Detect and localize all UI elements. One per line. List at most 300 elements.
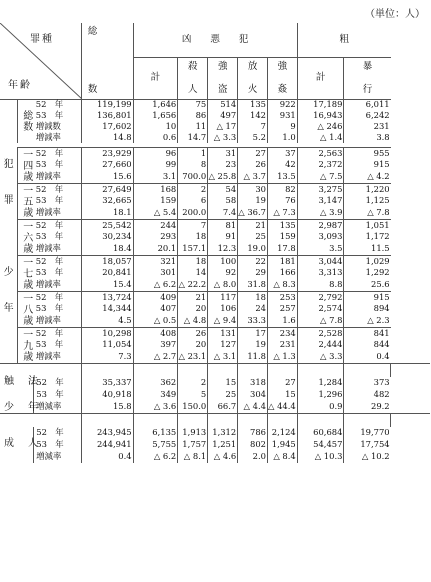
data-cell: 293 [133,231,178,243]
data-cell: 127 [208,339,238,351]
data-cell: 16,943 [297,110,344,121]
data-cell: 25 [208,389,238,401]
data-cell: 14 [178,267,208,279]
row-label: 52 年 [34,147,82,159]
table-row [0,315,430,327]
data-cell: 1.6 [267,315,297,327]
data-cell: 1,051 [344,219,391,231]
data-cell: 76 [267,195,297,207]
data-cell: 234 [267,327,297,339]
data-cell: 7.3 [81,351,133,363]
row-label: 52 年 [36,427,64,438]
data-cell: 1,251 [208,439,238,451]
data-cell: 6 [178,195,208,207]
total-header-top: 総 [87,26,98,37]
data-cell: 10 [133,121,178,132]
data-cell: 17.8 [267,243,297,255]
table-row [0,267,430,279]
subheader-bottom: 盗 [217,84,228,96]
table-row [0,121,430,132]
subheader-top: 殺 [187,60,198,72]
row-label: 増減率 [35,351,61,362]
data-cell: △ 8.1 [178,451,208,463]
data-cell: 30 [238,183,268,195]
data-cell: 119,199 [81,99,133,110]
row-label: 増減率 [35,171,61,182]
data-cell: 157.1 [178,243,208,255]
data-cell: 3,044 [297,255,344,267]
age-group-label: 一九歳 [18,327,34,363]
subheader-top: 暴 [362,60,373,72]
data-cell: 15.4 [81,279,133,291]
row-label: 53 年 [35,195,64,206]
data-cell: 22 [238,255,268,267]
data-cell: 2,444 [297,339,344,351]
category-cell [0,376,40,414]
data-cell: 915 [344,159,391,171]
data-cell: 31 [208,147,238,159]
data-cell: 243,945 [81,427,133,439]
data-cell: 514 [208,99,238,110]
data-cell: 1,125 [344,195,391,207]
data-cell: 11.8 [238,351,268,363]
data-cell: 60,684 [297,427,344,439]
data-cell: △ 10.2 [344,451,391,463]
data-cell: 21 [178,291,208,303]
spacer-row [0,413,430,427]
table-row [0,132,430,143]
data-cell: 1,296 [297,389,344,401]
data-cell: △ 8.4 [267,451,297,463]
data-cell: 3.8 [344,132,391,143]
subheader-bottom: 姦 [277,84,288,96]
data-cell: △ 246 [297,121,344,132]
data-cell: 25 [238,231,268,243]
category-label-bottom: 少 年 [4,402,40,414]
data-cell: 31.8 [238,279,268,291]
data-cell: 1,913 [178,427,208,439]
data-cell: 37 [267,147,297,159]
age-group-label: 一五歳 [18,183,34,219]
spacer-row [0,363,430,377]
data-cell: 42 [267,159,297,171]
spacer-cell [238,363,268,377]
table-row [0,243,430,255]
data-cell: 19 [238,339,268,351]
data-cell: 931 [267,110,297,121]
data-cell: △ 1.3 [267,351,297,363]
category-label-top: 触 法 [4,376,40,387]
table-row [0,110,430,121]
data-cell: 915 [344,291,391,303]
spacer-cell [81,413,133,427]
data-cell: 142 [238,110,268,121]
data-cell: 0.9 [297,401,344,413]
table-row [0,195,430,207]
table-row [0,427,430,439]
table-row [0,291,430,303]
data-cell: 2,372 [297,159,344,171]
data-cell: 23 [208,159,238,171]
data-cell: 15.8 [81,401,133,413]
data-cell: 18 [178,231,208,243]
table-row [0,351,430,363]
data-cell: 14.8 [81,132,133,143]
row-label: 増減率 [35,207,61,218]
row-label: 増減率 [35,315,61,326]
subheader-bottom: 火 [247,84,258,96]
data-cell: 2,124 [267,427,297,439]
data-cell: 8.8 [297,279,344,291]
table-row [0,183,430,195]
data-cell: △ 3.3 [297,351,344,363]
row-label: 53 年 [35,109,64,120]
table-row [0,279,430,291]
spacer-cell [81,363,133,377]
data-cell: 24 [238,303,268,315]
category-cell: 犯 [0,147,18,183]
age-group-label: 一八歳 [18,291,34,327]
spacer-cell [391,413,430,427]
row-label: 52 年 [34,327,82,339]
spacer-cell [391,363,430,377]
data-cell: 10,298 [81,327,133,339]
data-cell: 2,563 [297,147,344,159]
category-cell [0,427,40,463]
data-cell: 131 [208,327,238,339]
spacer-cell [344,363,391,377]
subheader-cell [267,57,297,99]
row-label: 53 年 [35,267,64,278]
data-cell: △ 7.8 [344,207,391,219]
category-label-top: 成 人 [4,438,40,449]
spacer-cell [18,413,34,427]
data-cell: 86 [178,110,208,121]
subheader-cell [238,57,268,99]
data-cell: 373 [344,377,391,389]
data-cell: 159 [267,231,297,243]
data-cell: 1,220 [344,183,391,195]
data-cell: △ 7.8 [297,315,344,327]
data-cell: 7.4 [208,207,238,219]
row-label: 増減率 [35,243,61,254]
data-cell: 117 [208,291,238,303]
data-cell: 362 [133,377,178,389]
data-cell: 244 [133,219,178,231]
category-cell: 罪 [0,183,18,219]
data-cell: 3.5 [297,243,344,255]
data-cell: 19.0 [238,243,268,255]
data-cell: 497 [208,110,238,121]
data-cell: △ 17 [208,121,238,132]
data-cell: 19,770 [344,427,391,439]
data-cell: 14,344 [81,303,133,315]
data-cell: △ 2.7 [133,351,178,363]
data-cell: 17,602 [81,121,133,132]
subheader-cell [178,57,208,99]
data-cell: 8 [178,159,208,171]
data-cell: 1,312 [208,427,238,439]
data-cell: 25,542 [81,219,133,231]
data-cell: 409 [133,291,178,303]
row-label: 52 年 [34,99,82,110]
spacer-cell [34,413,82,427]
data-cell: 23,929 [81,147,133,159]
data-cell: 166 [267,267,297,279]
row-label: 53 年 [35,303,64,314]
violent-crime-header: 凶 悪 犯 [133,23,297,57]
data-cell: 99 [133,159,178,171]
data-cell: 9 [267,121,297,132]
data-cell: △ 4.4 [238,401,268,413]
spacer-cell [0,363,18,377]
data-cell: 397 [133,339,178,351]
row-label: 52 年 [34,219,82,231]
data-cell: △ 3.3 [208,132,238,143]
spacer-cell [133,363,178,377]
data-cell: 40,918 [81,389,133,401]
table-row [0,147,430,159]
data-cell: △ 7.5 [297,171,344,183]
data-cell: 168 [133,183,178,195]
data-cell: 29.2 [344,401,391,413]
table-row [0,401,430,413]
data-cell: 33.3 [238,315,268,327]
data-cell: 802 [238,439,268,451]
data-cell: 13.5 [267,171,297,183]
data-cell: 321 [133,255,178,267]
data-cell: 32,665 [81,195,133,207]
data-cell: 1,646 [133,99,178,110]
data-cell: 14.7 [178,132,208,143]
subheader-cell: 計 [297,57,344,99]
subheader-top: 放 [247,60,258,72]
data-cell: △ 1.4 [297,132,344,143]
row-label: 増減率 [35,131,61,142]
data-cell: 66.7 [208,401,238,413]
data-cell: 253 [267,291,297,303]
table-row [0,159,430,171]
total-header-cell [81,23,133,99]
data-cell: 20,841 [81,267,133,279]
spacer-cell [178,413,208,427]
spacer-cell [208,413,238,427]
subheader-top: 強 [277,60,288,72]
table-body [0,23,430,463]
data-cell: 894 [344,303,391,315]
data-cell: 159 [133,195,178,207]
data-cell: 786 [238,427,268,439]
category-cell: 年 [0,291,18,327]
data-cell: 106 [208,303,238,315]
data-cell: 29 [238,267,268,279]
data-cell: 2 [178,183,208,195]
data-cell: 6,011 [344,99,391,110]
data-cell: 26 [238,159,268,171]
data-cell: △ 44.4 [267,401,296,412]
unit-label: （単位：人） [365,9,425,20]
table-row [0,303,430,315]
data-cell: 96 [133,147,178,159]
data-cell: 19 [238,195,268,207]
spacer-cell [344,413,391,427]
data-cell: 18 [238,291,268,303]
data-cell: 100 [208,255,238,267]
data-cell: 231 [344,121,391,132]
data-cell: 200.0 [178,207,208,219]
data-cell: 922 [267,99,297,110]
data-cell: 82 [267,183,297,195]
data-cell: 4.5 [81,315,133,327]
data-cell: 2,792 [297,291,344,303]
data-cell: 30,234 [81,231,133,243]
row-label: 増減率 [35,279,61,290]
data-cell: 3,093 [297,231,344,243]
data-cell: 15.6 [81,171,133,183]
data-cell: 11.5 [344,243,391,255]
table-row [0,439,430,451]
data-cell: 136,801 [81,110,133,121]
data-cell: 21 [238,219,268,231]
row-label: 53 年 [35,231,64,242]
data-cell: 844 [344,339,391,351]
spacer-cell [133,413,178,427]
data-cell: 35,337 [81,377,133,389]
data-cell: 3,313 [297,267,344,279]
spacer-cell [238,413,268,427]
data-cell: 1.0 [267,132,297,143]
total-header-bottom: 数 [87,84,98,96]
spacer-cell [297,413,344,427]
data-cell: 2.0 [238,451,268,463]
rough-crime-header: 粗 [297,23,390,57]
diagonal-header-cell [0,23,81,99]
data-cell: 1,284 [297,377,344,389]
data-cell: 13,724 [81,291,133,303]
crime-type-label: 罪種 [30,34,54,45]
table-row [0,377,430,389]
data-cell: 3.1 [133,171,178,183]
data-cell: △ 3.7 [238,171,268,183]
data-cell: 0.4 [81,451,133,463]
data-cell: 5,755 [133,439,178,451]
table-row [0,219,430,231]
data-cell: 301 [133,267,178,279]
data-cell: 20 [178,339,208,351]
data-cell: △ 3.6 [133,401,178,413]
row-label: 52 年 [36,377,64,388]
data-cell: 7 [178,219,208,231]
spacer-cell [208,363,238,377]
data-cell: 81 [208,219,238,231]
data-cell: 955 [344,147,391,159]
spacer-cell [267,413,297,427]
row-label: 53 年 [36,439,64,450]
data-cell: 3,275 [297,183,344,195]
data-cell: 2,574 [297,303,344,315]
age-label: 年齢 [8,80,32,91]
subheader-top: 強 [217,60,228,72]
data-cell: △ 8.0 [208,279,238,291]
data-cell: △ 25.8 [208,171,237,182]
crime-age-table [0,23,430,463]
row-label: 52 年 [34,183,82,195]
table-row [0,207,430,219]
data-cell: △ 8.3 [267,279,297,291]
spacer-cell [34,363,82,377]
row-label: 52 年 [34,255,82,267]
spacer-cell [297,363,344,377]
category-cell: 少 [0,255,18,291]
data-cell: 181 [267,255,297,267]
data-cell: 1,757 [178,439,208,451]
data-cell: 1,172 [344,231,391,243]
subheader-bottom: 人 [187,84,198,96]
data-cell: 1,656 [133,110,178,121]
data-cell: 231 [267,339,297,351]
data-cell: 408 [133,327,178,339]
table-row [0,339,430,351]
data-cell: 244,941 [81,439,133,451]
data-cell: △ 2.3 [344,315,391,327]
data-cell: △ 5.4 [133,207,178,219]
data-cell: 18,057 [81,255,133,267]
data-cell: △ 10.3 [297,451,344,463]
data-cell: 0.4 [344,351,391,363]
data-cell: △ 7.3 [267,207,297,219]
data-cell: 17,754 [344,439,391,451]
data-cell: 2,528 [297,327,344,339]
row-label: 増減率 [36,451,62,462]
data-cell: 18.1 [81,207,133,219]
subheader-cell: 計 [133,57,178,99]
data-cell: △ 3.1 [208,351,238,363]
data-cell: △ 9.4 [208,315,238,327]
data-cell: 75 [178,99,208,110]
data-cell: 12.3 [208,243,238,255]
data-cell: 150.0 [178,401,208,413]
data-cell: △ 4.2 [344,171,391,183]
data-cell: 26 [178,327,208,339]
data-cell: 92 [208,267,238,279]
table-row [0,99,430,110]
data-cell: △ 36.7 [238,207,266,218]
spacer-cell [178,363,208,377]
table-row [0,231,430,243]
data-cell: 27,649 [81,183,133,195]
data-cell: 135 [238,99,268,110]
data-cell: △ 22.2 [178,279,207,290]
spacer-cell [267,363,297,377]
age-group-label: 一七歳 [18,255,34,291]
row-label: 53 年 [36,389,64,400]
age-group-label: 一六歳 [18,219,34,255]
row-label: 52 年 [34,291,82,303]
data-cell: 25.6 [344,279,391,291]
header-row [0,23,430,57]
data-cell: 349 [133,389,178,401]
subheader-cell [344,57,391,99]
row-label: 増減数 [35,120,61,131]
data-cell: 6,242 [344,110,391,121]
data-cell: △ 4.8 [178,315,208,327]
data-cell: 27 [238,147,268,159]
data-cell: 700.0 [178,171,208,183]
data-cell: 54,457 [297,439,344,451]
data-cell: 15 [267,389,297,401]
data-cell: 304 [238,389,268,401]
category-cell [0,219,18,255]
